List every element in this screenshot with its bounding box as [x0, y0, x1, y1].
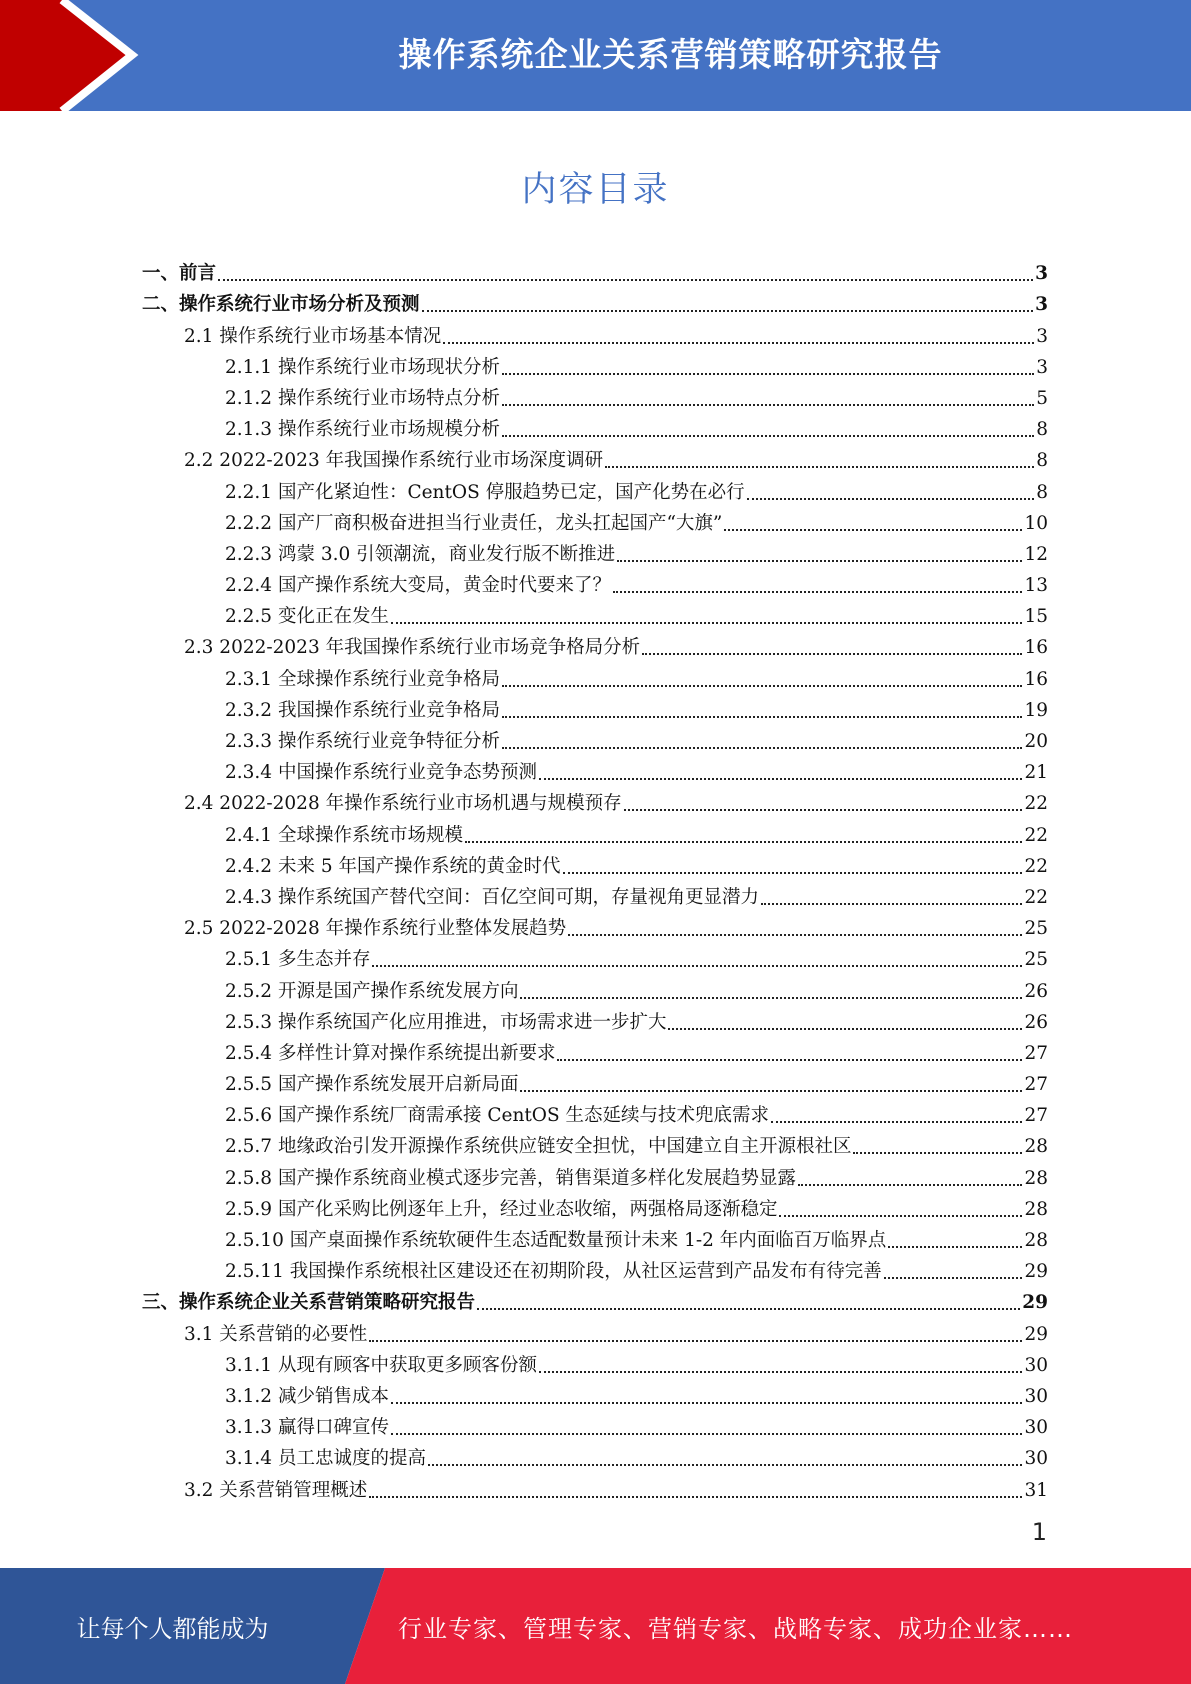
toc-entry-label: 2.2.5 变化正在发生: [225, 606, 389, 628]
toc-entry-label: 2.5 2022-2028 年操作系统行业整体发展趋势: [184, 918, 567, 940]
toc-dot-leader: [218, 279, 1033, 281]
toc-entry[interactable]: [142, 1252, 1048, 1283]
toc-dot-leader: [747, 498, 1035, 500]
toc-dot-leader: [617, 560, 1022, 562]
toc-dot-leader: [624, 809, 1023, 811]
toc-entry-page: 8: [1036, 481, 1048, 503]
toc-entry-label: 2.3.1 全球操作系统行业竞争格局: [225, 668, 500, 690]
toc-entry-label: 3.1.2 减少销售成本: [225, 1385, 389, 1407]
toc-entry-page: 3: [1035, 263, 1048, 285]
toc-entry[interactable]: [142, 535, 1048, 566]
report-title: 操作系统企业关系营销策略研究报告: [398, 34, 943, 74]
toc-entry-page: 30: [1024, 1385, 1048, 1407]
toc-entry-page: 25: [1024, 949, 1048, 971]
toc-entry-page: 28: [1024, 1167, 1048, 1189]
toc-entry[interactable]: [142, 659, 1048, 690]
toc-dot-leader: [502, 685, 1022, 687]
toc-entry-page: 28: [1024, 1136, 1048, 1158]
toc-entry-page: 16: [1024, 637, 1048, 659]
toc-dot-leader: [761, 903, 1022, 905]
toc-entry[interactable]: [142, 1034, 1048, 1065]
toc-entry[interactable]: [142, 878, 1048, 909]
toc-entry-page: 27: [1024, 1105, 1048, 1127]
toc-entry-page: 19: [1024, 699, 1048, 721]
header-arrow-decoration: [0, 0, 160, 111]
toc-entry[interactable]: [142, 1065, 1048, 1096]
toc-entry[interactable]: [142, 815, 1048, 846]
toc-entry-page: 3: [1036, 356, 1048, 378]
toc-entry-page: 29: [1022, 1292, 1048, 1314]
toc-entry-label: 2.5.11 我国操作系统根社区建设还在初期阶段，从社区运营到产品发布有待完善: [225, 1261, 882, 1283]
toc-entry-page: 21: [1024, 762, 1048, 784]
toc-dot-leader: [539, 1371, 1022, 1373]
toc-dot-leader: [605, 466, 1034, 468]
toc-entry[interactable]: [142, 1346, 1048, 1377]
toc-entry-page: 28: [1024, 1198, 1048, 1220]
toc-dot-leader: [798, 1184, 1022, 1186]
toc-entry[interactable]: [142, 254, 1048, 285]
toc-entry[interactable]: [142, 597, 1048, 628]
toc-dot-leader: [502, 435, 1034, 437]
toc-entry-page: 30: [1024, 1417, 1048, 1439]
toc-dot-leader: [520, 997, 1022, 999]
header-band: [0, 0, 1191, 111]
toc-entry-page: 29: [1024, 1323, 1048, 1345]
toc-entry[interactable]: [142, 1439, 1048, 1470]
toc-dot-leader: [668, 1028, 1022, 1030]
toc-dot-leader: [884, 1277, 1023, 1279]
toc-entry-page: 3: [1036, 325, 1048, 347]
toc-entry[interactable]: [142, 1283, 1048, 1314]
toc-entry-label: 2.3 2022-2023 年我国操作系统行业市场竞争格局分析: [184, 637, 641, 659]
toc-entry-page: 15: [1024, 606, 1048, 628]
toc-dot-leader: [391, 622, 1022, 624]
footer-slogan-right: 行业专家、管理专家、营销专家、战略专家、成功企业家……: [398, 1614, 1073, 1643]
toc-entry-page: 27: [1024, 1042, 1048, 1064]
toc-entry[interactable]: [142, 316, 1048, 347]
toc-entry-label: 2.3.4 中国操作系统行业竞争态势预测: [225, 762, 537, 784]
toc-entry-page: 27: [1024, 1074, 1048, 1096]
toc-entry-label: 2.1.1 操作系统行业市场现状分析: [225, 356, 500, 378]
toc-entry-page: 30: [1024, 1448, 1048, 1470]
toc-entry-label: 2.2.3 鸿蒙 3.0 引领潮流，商业发行版不断推进: [225, 543, 616, 565]
table-of-contents: [142, 254, 1048, 1502]
toc-entry-label: 2.3.3 操作系统行业竞争特征分析: [225, 731, 500, 752]
toc-title: 内容目录: [521, 170, 670, 210]
toc-entry-page: 30: [1024, 1354, 1048, 1376]
toc-dot-leader: [502, 716, 1022, 718]
toc-entry[interactable]: [142, 348, 1048, 379]
toc-dot-leader: [443, 342, 1034, 344]
toc-dot-leader: [563, 872, 1023, 874]
toc-entry[interactable]: [142, 1190, 1048, 1221]
toc-entry-page: 12: [1024, 543, 1048, 565]
toc-entry-label: 2.4.2 未来 5 年国产操作系统的黄金时代: [225, 855, 561, 877]
toc-entry-label: 2.5.9 国产化采购比例逐年上升，经过业态收缩，两强格局逐渐稳定: [225, 1198, 778, 1220]
toc-entry-label: 2.5.10 国产桌面操作系统软硬件生态适配数量预计未来 1-2 年内面临百万临界点: [225, 1230, 887, 1251]
toc-entry[interactable]: [142, 971, 1048, 1002]
toc-entry-label: 2.5.1 多生态并存: [225, 949, 371, 971]
toc-entry[interactable]: [142, 628, 1048, 659]
toc-entry[interactable]: [142, 1003, 1048, 1034]
footer-band: [0, 1568, 1191, 1684]
toc-dot-leader: [369, 1340, 1022, 1342]
toc-entry-label: 2.5.7 地缘政治引发开源操作系统供应链安全担忧，中国建立自主开源根社区: [225, 1136, 852, 1158]
toc-entry-page: 31: [1024, 1479, 1048, 1501]
toc-entry[interactable]: [142, 1127, 1048, 1158]
toc-dot-leader: [888, 1246, 1022, 1248]
toc-dot-leader: [502, 373, 1034, 375]
toc-dot-leader: [568, 934, 1022, 936]
toc-entry[interactable]: [142, 1408, 1048, 1439]
toc-entry-page: 16: [1024, 668, 1048, 690]
toc-dot-leader: [422, 310, 1034, 312]
toc-dot-leader: [724, 529, 1022, 531]
toc-entry[interactable]: [142, 691, 1048, 722]
toc-entry-label: 3.2 关系营销管理概述: [184, 1479, 368, 1501]
toc-entry-label: 2.1 操作系统行业市场基本情况: [184, 325, 442, 347]
toc-entry-label: 3.1 关系营销的必要性: [184, 1323, 368, 1345]
toc-entry-label: 2.5.4 多样性计算对操作系统提出新要求: [225, 1042, 556, 1064]
toc-entry[interactable]: [142, 1470, 1048, 1501]
toc-entry[interactable]: [142, 472, 1048, 503]
toc-entry-page: 26: [1024, 980, 1048, 1002]
toc-entry-page: 8: [1036, 419, 1048, 441]
toc-entry-label: 2.2.1 国产化紧迫性：CentOS 停服趋势已定，国产化势在必行: [225, 481, 745, 503]
toc-entry-label: 2.1.3 操作系统行业市场规模分析: [225, 419, 500, 441]
toc-entry-label: 2.5.6 国产操作系统厂商需承接 CentOS 生态延续与技术兜底需求: [225, 1105, 770, 1127]
toc-entry-page: 29: [1024, 1261, 1048, 1283]
toc-entry-label: 一、前言: [142, 263, 217, 285]
toc-entry-page: 22: [1024, 824, 1048, 846]
toc-entry-label: 三、操作系统企业关系营销策略研究报告: [142, 1292, 476, 1314]
toc-entry-label: 2.5.5 国产操作系统发展开启新局面: [225, 1074, 519, 1096]
toc-dot-leader: [369, 1496, 1022, 1498]
toc-entry-label: 二、操作系统行业市场分析及预测: [142, 294, 420, 316]
toc-dot-leader: [502, 404, 1034, 406]
toc-dot-leader: [465, 841, 1022, 843]
toc-entry[interactable]: [142, 909, 1048, 940]
toc-dot-leader: [391, 1402, 1022, 1404]
toc-entry-label: 3.1.3 赢得口碑宣传: [225, 1417, 389, 1439]
toc-dot-leader: [771, 1121, 1022, 1123]
toc-dot-leader: [557, 1059, 1022, 1061]
toc-entry-page: 20: [1024, 731, 1048, 752]
toc-entry[interactable]: [142, 940, 1048, 971]
toc-entry[interactable]: [142, 441, 1048, 472]
toc-entry-page: 10: [1024, 512, 1048, 534]
toc-entry-label: 3.1.4 员工忠诚度的提高: [225, 1448, 426, 1470]
toc-dot-leader: [428, 1464, 1022, 1466]
toc-entry-label: 2.4.1 全球操作系统市场规模: [225, 824, 463, 846]
toc-entry[interactable]: [142, 1221, 1048, 1252]
toc-entry-label: 2.4 2022-2028 年操作系统行业市场机遇与规模预存: [184, 793, 622, 815]
toc-entry-page: 25: [1024, 918, 1048, 940]
toc-dot-leader: [539, 778, 1022, 780]
toc-entry-page: 22: [1024, 886, 1048, 908]
toc-entry-label: 3.1.1 从现有顾客中获取更多顾客份额: [225, 1354, 537, 1376]
toc-entry-label: 2.3.2 我国操作系统行业竞争格局: [225, 699, 500, 721]
toc-entry[interactable]: [142, 1158, 1048, 1189]
toc-dot-leader: [613, 591, 1022, 593]
toc-entry[interactable]: [142, 504, 1048, 535]
toc-dot-leader: [853, 1152, 1022, 1154]
toc-entry-page: 13: [1024, 575, 1048, 597]
toc-entry-label: 2.1.2 操作系统行业市场特点分析: [225, 387, 500, 409]
toc-entry[interactable]: [142, 379, 1048, 410]
toc-entry-label: 2.5.3 操作系统国产化应用推进，市场需求进一步扩大: [225, 1011, 667, 1033]
toc-entry-page: 22: [1024, 855, 1048, 877]
toc-entry-page: 28: [1024, 1230, 1048, 1251]
toc-entry-page: 8: [1036, 450, 1048, 472]
toc-entry-page: 26: [1024, 1011, 1048, 1033]
footer-slogan-left: 让每个人都能成为: [76, 1614, 269, 1643]
toc-dot-leader: [502, 747, 1022, 749]
toc-entry-label: 2.2.2 国产厂商积极奋进担当行业责任，龙头扛起国产“大旗”: [225, 512, 723, 534]
toc-dot-leader: [477, 1308, 1020, 1310]
toc-entry-label: 2.5.8 国产操作系统商业模式逐步完善，销售渠道多样化发展趋势显露: [225, 1167, 796, 1189]
toc-entry[interactable]: [142, 1377, 1048, 1408]
toc-entry[interactable]: [142, 285, 1048, 316]
toc-dot-leader: [391, 1433, 1022, 1435]
toc-entry[interactable]: [142, 1314, 1048, 1345]
toc-entry[interactable]: [142, 410, 1048, 441]
toc-entry[interactable]: [142, 847, 1048, 878]
toc-entry-label: 2.5.2 开源是国产操作系统发展方向: [225, 980, 519, 1002]
toc-entry[interactable]: [142, 784, 1048, 815]
toc-entry[interactable]: [142, 753, 1048, 784]
toc-dot-leader: [372, 965, 1022, 967]
toc-dot-leader: [520, 1090, 1022, 1092]
toc-entry-label: 2.2 2022-2023 年我国操作系统行业市场深度调研: [184, 450, 604, 472]
toc-entry-page: 5: [1036, 387, 1048, 409]
page-number: 1: [1031, 1518, 1047, 1546]
toc-entry-label: 2.4.3 操作系统国产替代空间：百亿空间可期，存量视角更显潜力: [225, 886, 759, 908]
toc-entry[interactable]: [142, 722, 1048, 753]
toc-entry-page: 3: [1035, 294, 1048, 316]
toc-entry-label: 2.2.4 国产操作系统大变局，黄金时代要来了？: [225, 575, 611, 597]
toc-entry[interactable]: [142, 566, 1048, 597]
toc-dot-leader: [642, 653, 1022, 655]
toc-dot-leader: [779, 1215, 1022, 1217]
toc-entry[interactable]: [142, 1096, 1048, 1127]
toc-entry-page: 22: [1024, 793, 1048, 815]
